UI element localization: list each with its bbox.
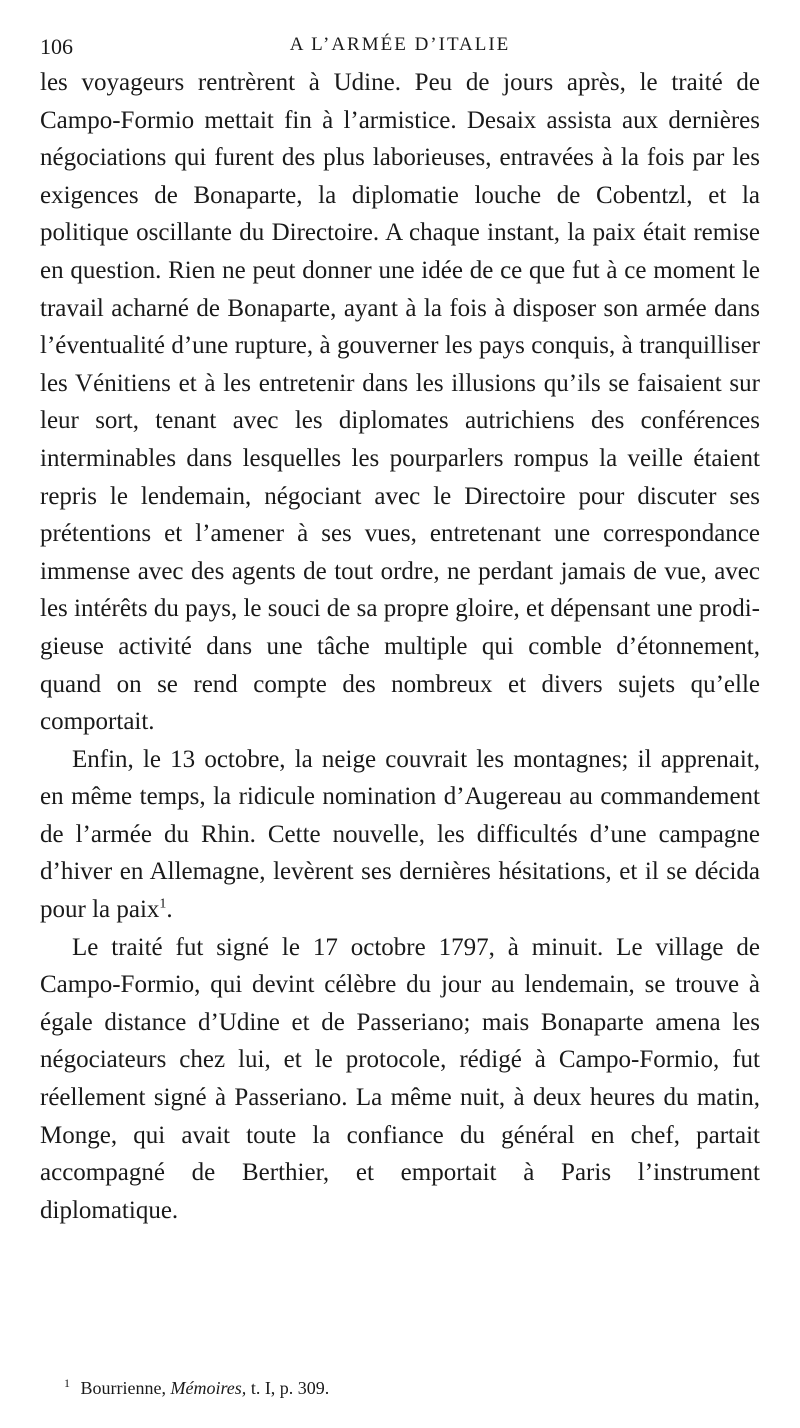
paragraph-2-end: . [166, 896, 173, 924]
paragraph-1 [40, 64, 760, 741]
footnote-citation: t. I, p. 309. [250, 1378, 330, 1398]
footnote-mark: 1 [64, 1376, 70, 1390]
footnote [64, 1376, 329, 1399]
footnote-author: Bourrienne, [80, 1378, 166, 1398]
paragraph-1-text: les voyageurs rentrèrent à Udine. Peu de jours après, le traité de Campo-Formio mettait fin à l’armistice. Desaix assista aux dernières négociations qui furent des plus laborieuses, entravées à la fois par les exigences de Bonaparte, la diplomatie louche de Cobentzl, et la politique oscillante du Directoire. A chaque instant, la paix était remise en question. Rien ne peut donner une idée de ce que fut à ce moment le travail acharné de Bonaparte, ayant à la fois à disposer son armée dans l’éventualité d’une rupture, à gouverner les pays conquis, à tranquilliser les Vénitiens et à les entretenir dans les illusions qu’ils se faisaient sur leur sort, tenant avec les diplomates autrichiens des conférences interminables dans lesquelles les pourparlers rompus la veille étaient repris le lendemain, négociant avec le Directoire pour discuter ses prétentions et l’amener à ses vues, entretenant une correspondance immense avec des agents de tout ordre, ne perdant jamais de vue, avec les intérêts du pays, le souci de sa propre gloire, et dépensant une prodigieuse activité dans une tâche multiple qui comble d’étonnement, quand on se rend compte des nombreux et divers sujets qu’elle comportait. [40, 69, 760, 736]
paragraph-2-text: Enfin, le 13 octobre, la neige couvrait les montagnes; il apprenait, en même temps, la ridicule nomination d’Augereau au commandement de l’armée du Rhin. Cette nouvelle, les difficultés d’une campagne d’hiver en Allemagne, levèrent ses dernières hésitations, et il se décida pour la paix [40, 745, 760, 924]
footnote-work: Mémoires, [170, 1378, 247, 1398]
footnote-reference: 1 [159, 896, 167, 912]
paragraph-2 [40, 741, 760, 929]
running-head [40, 28, 760, 64]
paragraph-3-text: Le traité fut signé le 17 octobre 1797, à minuit. Le village de Campo-Formio, qui devint célèbre du jour au lendemain, se trouve à égale distance d’Udine et de Passeriano; mais Bonaparte amena les négociateurs chez lui, et le protocole, rédigé à Campo-Formio, fut réellement signé à Passeriano. La même nuit, à deux heures du matin, Monge, qui avait toute la confiance du général en chef, partait accompagné de Berthier, et emportait à Paris l’instrument diplomatique. [40, 933, 760, 1224]
book-page [40, 28, 760, 1229]
running-title: A L’ARMÉE D’ITALIE [289, 34, 511, 55]
body-text [40, 64, 760, 1229]
page-number: 106 [40, 34, 73, 59]
paragraph-3 [40, 929, 760, 1230]
